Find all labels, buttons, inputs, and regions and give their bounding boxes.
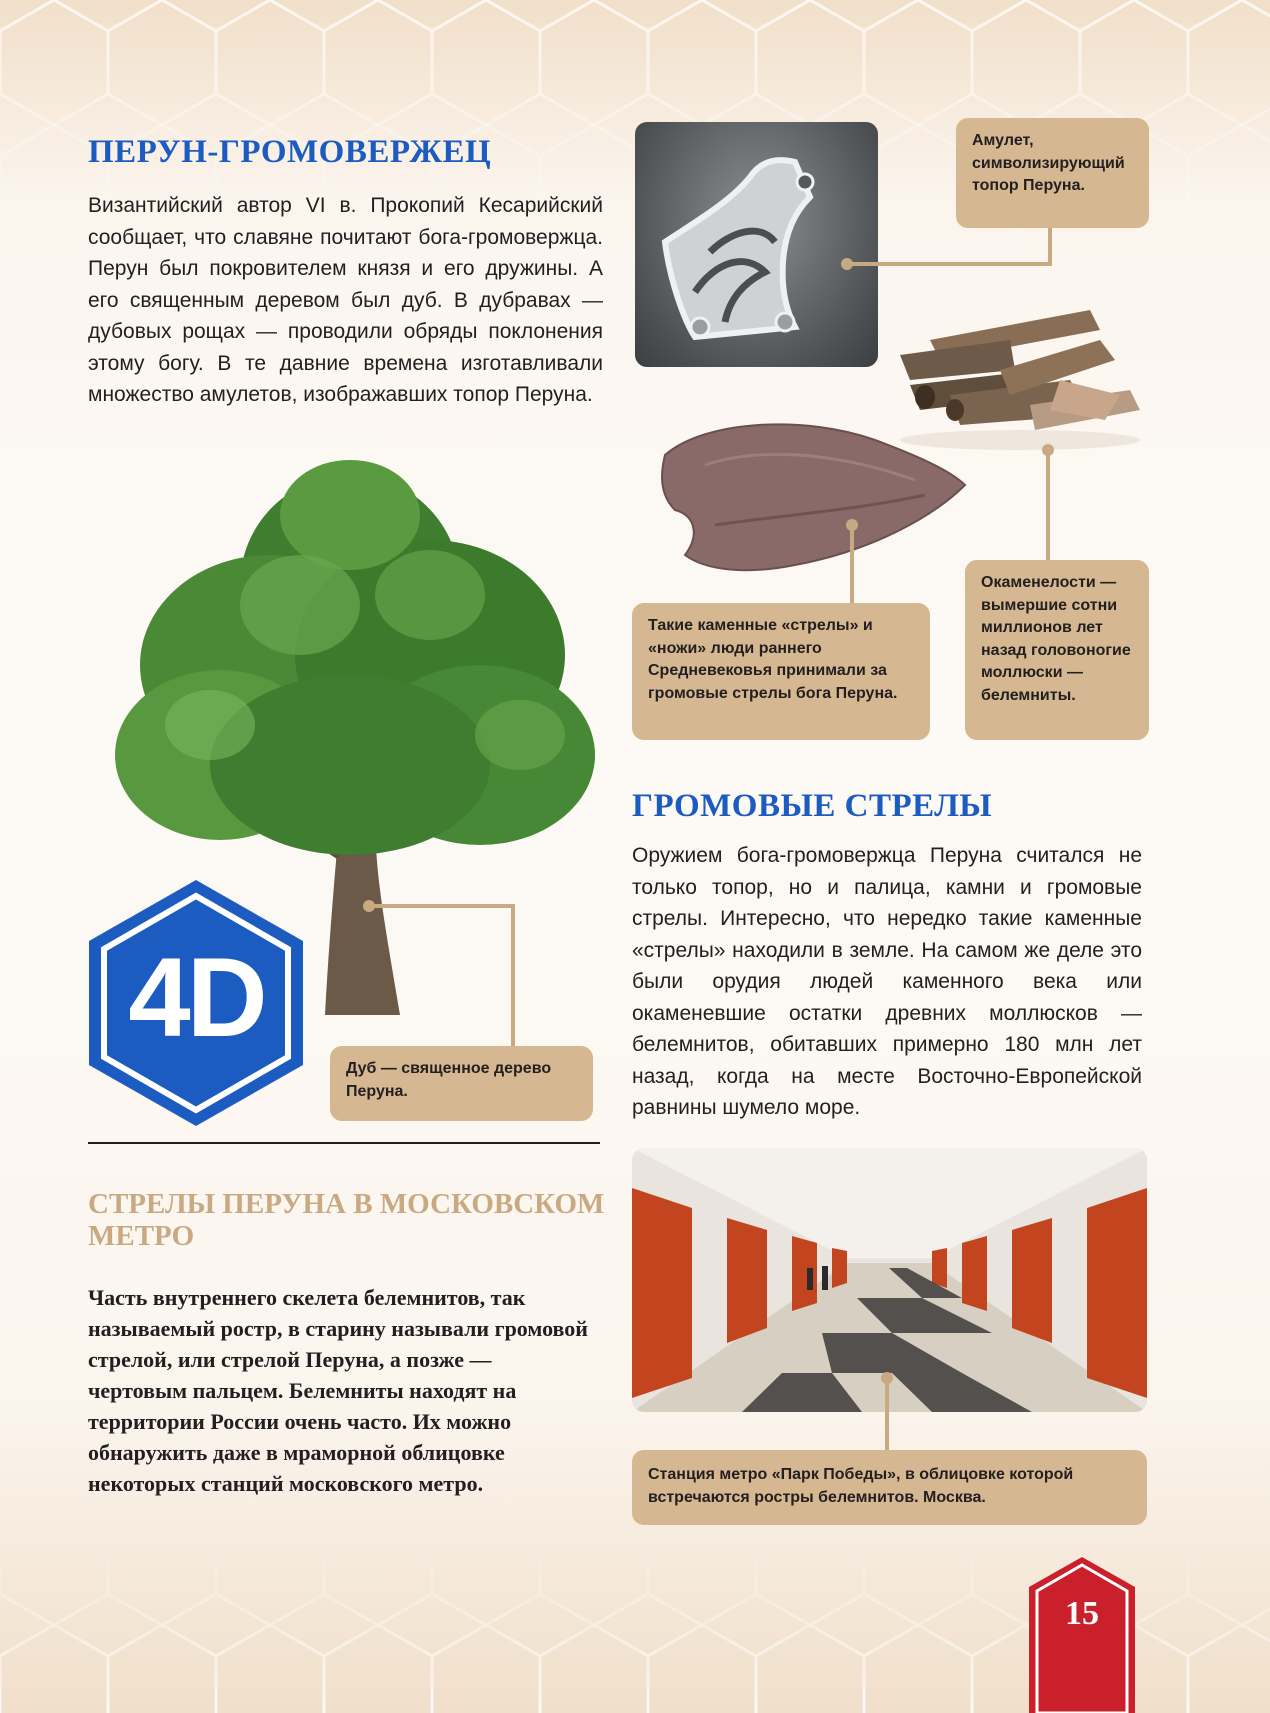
caption-metro: Станция метро «Парк Победы», в облицовке которой встречаются ростры белемнитов. Москва. <box>632 1450 1147 1525</box>
stone-arrowhead-image <box>645 415 975 575</box>
connector-dot <box>841 258 853 270</box>
connector-line <box>1048 228 1052 266</box>
connector-line <box>850 525 854 603</box>
section-divider <box>88 1142 600 1144</box>
page-number-badge <box>1027 1555 1137 1713</box>
caption-fossils: Окаменелости — вымершие сотни миллионов лет назад головоногие моллюски — белемниты. <box>965 560 1149 740</box>
page-number: 15 <box>1065 1595 1099 1632</box>
amulet-photo <box>635 122 878 367</box>
caption-amulet: Амулет, символизирующий топор Перуна. <box>956 118 1149 228</box>
section-text-perun: Византийский автор VI в. Прокопий Кесарийский сообщает, что славяне почитают бога-громовержца. Перун был покровителем князя и его дружины. А его священным деревом был дуб. В дубравах — дубовых рощах — проводили обряды поклонения этому богу. В те давние времена изготавливали множество амулетов, изображавших топор Перуна. <box>88 194 603 406</box>
connector-line <box>369 904 515 908</box>
connector-dot <box>1042 444 1054 456</box>
connector-line <box>885 1378 889 1450</box>
badge-label: 4D <box>128 935 264 1060</box>
section-title-perun: ПЕРУН-ГРОМОВЕРЖЕЦ <box>88 134 492 170</box>
connector-line <box>847 262 1052 266</box>
connector-dot <box>846 519 858 531</box>
section-title-thunder-arrows: ГРОМОВЫЕ СТРЕЛЫ <box>632 788 993 824</box>
caption-oak: Дуб — священное дерево Перуна. <box>330 1046 593 1121</box>
section-text-thunder-arrows: Оружием бога-громовержца Перуна считался не только топор, но и палица, камни и громовые стрелы. Интересно, что нередко такие каменные «стрелы» находили в земле. На самом же деле это были орудия людей каменного века или окаменевшие остатки древних моллюсков — белемнитов, обитавших примерно 180 млн лет назад, когда на месте Восточно-Европейской равнины шумело море. <box>632 844 1142 1119</box>
4d-badge[interactable] <box>85 876 307 1130</box>
connector-line <box>1046 450 1050 560</box>
axe-amulet-image <box>635 122 878 367</box>
connector-line <box>511 904 515 1046</box>
section-text-metro: Часть внутреннего скелета белемнитов, так называемый ростр, в старину называли громовой стрелой, или стрелой Перуна, а позже — чертовым пальцем. Белемниты находят на территории России очень часто. Их можно обнаружить даже в мраморной облицовке некоторых станций московского метро. <box>88 1285 588 1496</box>
section-title-metro: СТРЕЛЫ ПЕРУНА В МОСКОВСКОМ МЕТРО <box>88 1188 605 1252</box>
page-hexagon-icon <box>1027 1555 1137 1713</box>
caption-stone-arrows: Такие каменные «стрелы» и «ножи» люди раннего Средневековья принимали за громовые стрелы бога Перуна. <box>632 603 930 740</box>
